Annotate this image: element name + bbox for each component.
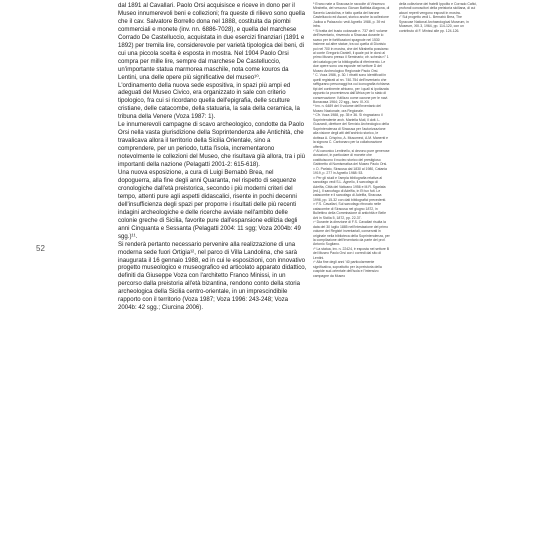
paragraph-2: L'ordinamento della nuova sede espositiva, in spazi più ampi ed adeguati del Museo Civico, era organizzato in sale con criterio tipologico, fra cui si ricordano quella dell'epigrafia, delle sculture cristiane, delle catacombe, della statuaria, la sala della ceramica, la tribuna della Venere (Voza 1987: 1). [118, 81, 300, 121]
footnote: ¹⁵ La statua, inv. n. 22424, è esposta nel settore B del Museo Paolo Orsi con i corredi dal sito di Lentini. [313, 246, 390, 260]
footnote: ¹³ F.S. Cavallari, Sul sarcofago ritrovato nelle catacombe di Siracusa nel giugno 1872, in Bullettino della Commissione di antichità e Belle Arti in Sicilia 5, 1872, pp. 22-37. [313, 202, 386, 220]
footnote: ¹⁷ Sul progetto vedi L. Bernabò Brea, The Syracuse National Archaeological Museum, in Museum, XIII.3, 1964, pp. 114-120, con un contributo di F. Minissi alle pp. 124-126. [399, 15, 469, 33]
footnote-continuation: della collezione dei fratelli Ippolito e Corrado Cafici, profondi conoscitori della preistoria siciliana, di cui alcuni reperti vengono esposti in mostra. [399, 2, 477, 15]
paragraph-3: Le innumerevoli campagne di scavo archeologico, condotte da Paolo Orsi nella vasta giurisdizione della Soprintendenza alle Antichità, che travalicava allora il territorio della Sicilia Orientale, sino a comprendere, per un periodo, tutta l'isola, incrementarono notevolmente le collezioni del Museo, che risultava già allora, tra i più importanti della nazione (Pelagatti 2001-2: 615-618). [118, 121, 305, 169]
footnote: ⁵ Erano nate a Siracusa le raccolte di Vincenzo Mirabella, del vescovo Giovan Battista Alagona, di Saverio Landolina, e fatto quella del barone Castelluccio ed Ascari, storico anche la collezione Judica a Palazzolo: vedi Agnello 1988, p. 39 ed infra. [313, 2, 390, 29]
footnote: ¹⁴ Durante la direzione di F.S. Cavallari risulta la data del 30 luglio 1885 nell'intestazione del primo volume dei Registri inventariali, conservati in originale nella biblioteca della Soprintendenza, per la compilazione dell'inventario da parte del prof. Antonio Sogliano. [313, 220, 390, 247]
footnote: ⁷ C. Voza 1986, p. 30. I ritratti sono identificati in quelli registrati ai nn. 740-754 dell'inventario che raffigurano personaggi tra cui iconografia richiama tipi del continente africano, per i quali si ipotizzata appunto la provenienza dall'Africa per lo stato di conservazione: l'utilizzo come cavone per le navi. Bonacasa 1964; 22 sgg., tavv. IX-XII. [313, 73, 390, 104]
paragraph-4: Una nuova esposizione, a cura di Luigi Bernabò Brea, nel dopoguerra, alla fine degli anni Quaranta, nel rispetto di sequenze cronologiche dall'età preistorica, secondo i più moderni criteri del tempo, attenti pure agli aspetti didascalici, risente in pochi decenni dell'insufficienza degli spazi per proporre i risultati delle più recenti indagini archeologiche e delle ricerche avviate nell'ambito delle colonie greche di Sicilia, favorite pure dall'espansione edilizia degli anni Cinquanta e Sessanta (Pelagatti 2004: 11 sgg; Voza 2004b: 49 sgg.)¹¹. [118, 169, 301, 240]
page-number: 52 [36, 244, 45, 253]
footnotes-continuation-column [399, 2, 477, 33]
footnote: ⁹ Cfr. Voza 1988, pp. 35 e 36. Si ringraziano il Soprintendente arch. Mariella Muti, il dott. L. Guzzardi, direttore del Servizio Archeologico della Soprintendenza di Siracusa per l'autorizzazione alla visione degli atti dell'archivio storico, le dottssa A. Crispino, A. Musumeci, A.M. Manenti e la signora C. Carbonaro per la collaborazione offerta. [313, 113, 389, 149]
main-text-column [118, 2, 308, 312]
paragraph-1: dal 1891 al Cavallari. Paolo Orsi acquisisce e riceve in dono per il Museo innumerevoli beni e collezioni; fra queste di rilievo sono quella che il cav. Salvatore Borrello dona nel 1888, costituita da piombi commerciali e monete (inv. nn. 6886-7028), e quella del marchese Corrado De Castelluccio, acquistata in due esercizi finanziari (1891 e 1892) per tremila lire, considerevole per varietà tipologica dei beni, di cui una piccola scelta è esposta in mostra. Nel 1904 Paolo Orsi compra per mille lire, sempre dal marchese De Castelluccio, un'importante statua marmorea maschile, nota come kouros da Lentini, una delle opere più significative del museo¹⁰. [118, 2, 305, 81]
footnote: ⁸ Inv. n. 6489 del II volume dell'inventario del Museo Nazionale, ora Regionale. [313, 104, 381, 113]
footnote: ¹⁰ Al canonico Lentinello, si devono pure generose donazioni, in particolare di monete che costituiscono il nucleo storico del prestigioso Gabinetto di Numismatica del Museo Paolo Orsi. [313, 148, 390, 167]
footnote: ¹¹ D. Parlato, Siracusa dal 1830 al 1980, Catania 1919, p. 277 in Agnello 1988: 53. [313, 166, 387, 176]
footnote: ¹² Per gli studi e l'ampia bibliografia relativa al sarcofago vedi S.L. Agnello, Il sarcofago di Adelfia, Città del Vaticano 1956 e M.R. Sgarlata (ed.), Il sarcofago di Adelfia, in Et tux fuit. Le catacombe e il sarcofago di Adelfia, Siracusa 1998, pp. 15-32 con dati bibliografici precedenti. [313, 175, 387, 202]
footnotes-column [313, 2, 390, 278]
paragraph-5: Si renderà pertanto necessario pervenire alla realizzazione di una moderna sede fuori Ortigia¹², nel parco di Villa Landolina, che sarà inaugurata il 16 gennaio 1988, ed in cui le esposizioni, con innovativo progetto museologico e museografico ed articolato apparato didattico, definiti da Giuseppe Voza con l'architetto Franco Minissi, in un percorso dalla preistoria all'età bizantina, rendono conto della storia archeologica della Sicilia centro-orientale, in un imprescindibile rapporto con il territorio (Voza 1987; Voza 1996: 243-248; Voza 2004b: 42 sgg.; Ciurcina 2006). [118, 240, 307, 312]
footnote: ⁶ Si tratta del busto colossale n. 737 del I volume dell'inventario, rinvenuto a Siracusa durante lo scavo per le fortificazioni spagnole nel 1530 insieme ad altre statue, tra cui quella di Dionisio poi nel 700 in mostra, che del Mirabella possiamo al conte Gregorio Daniell, il quale poi le donò al primo Museo presso il Seminario; cfr. scheda n° 1 del catalogo per la bibliografia di riferimento. Le due opere sono ora esposte nel settore D del Museo Archeologico Regionale Paolo Orsi. [313, 28, 389, 73]
footnote: ¹⁶ Alla fine degli anni '40 particolarmente significativa, soprattutto per la preistoria della cuspide sud-orientale dell'isola e l'intensivo campagne da Museo [313, 260, 382, 278]
